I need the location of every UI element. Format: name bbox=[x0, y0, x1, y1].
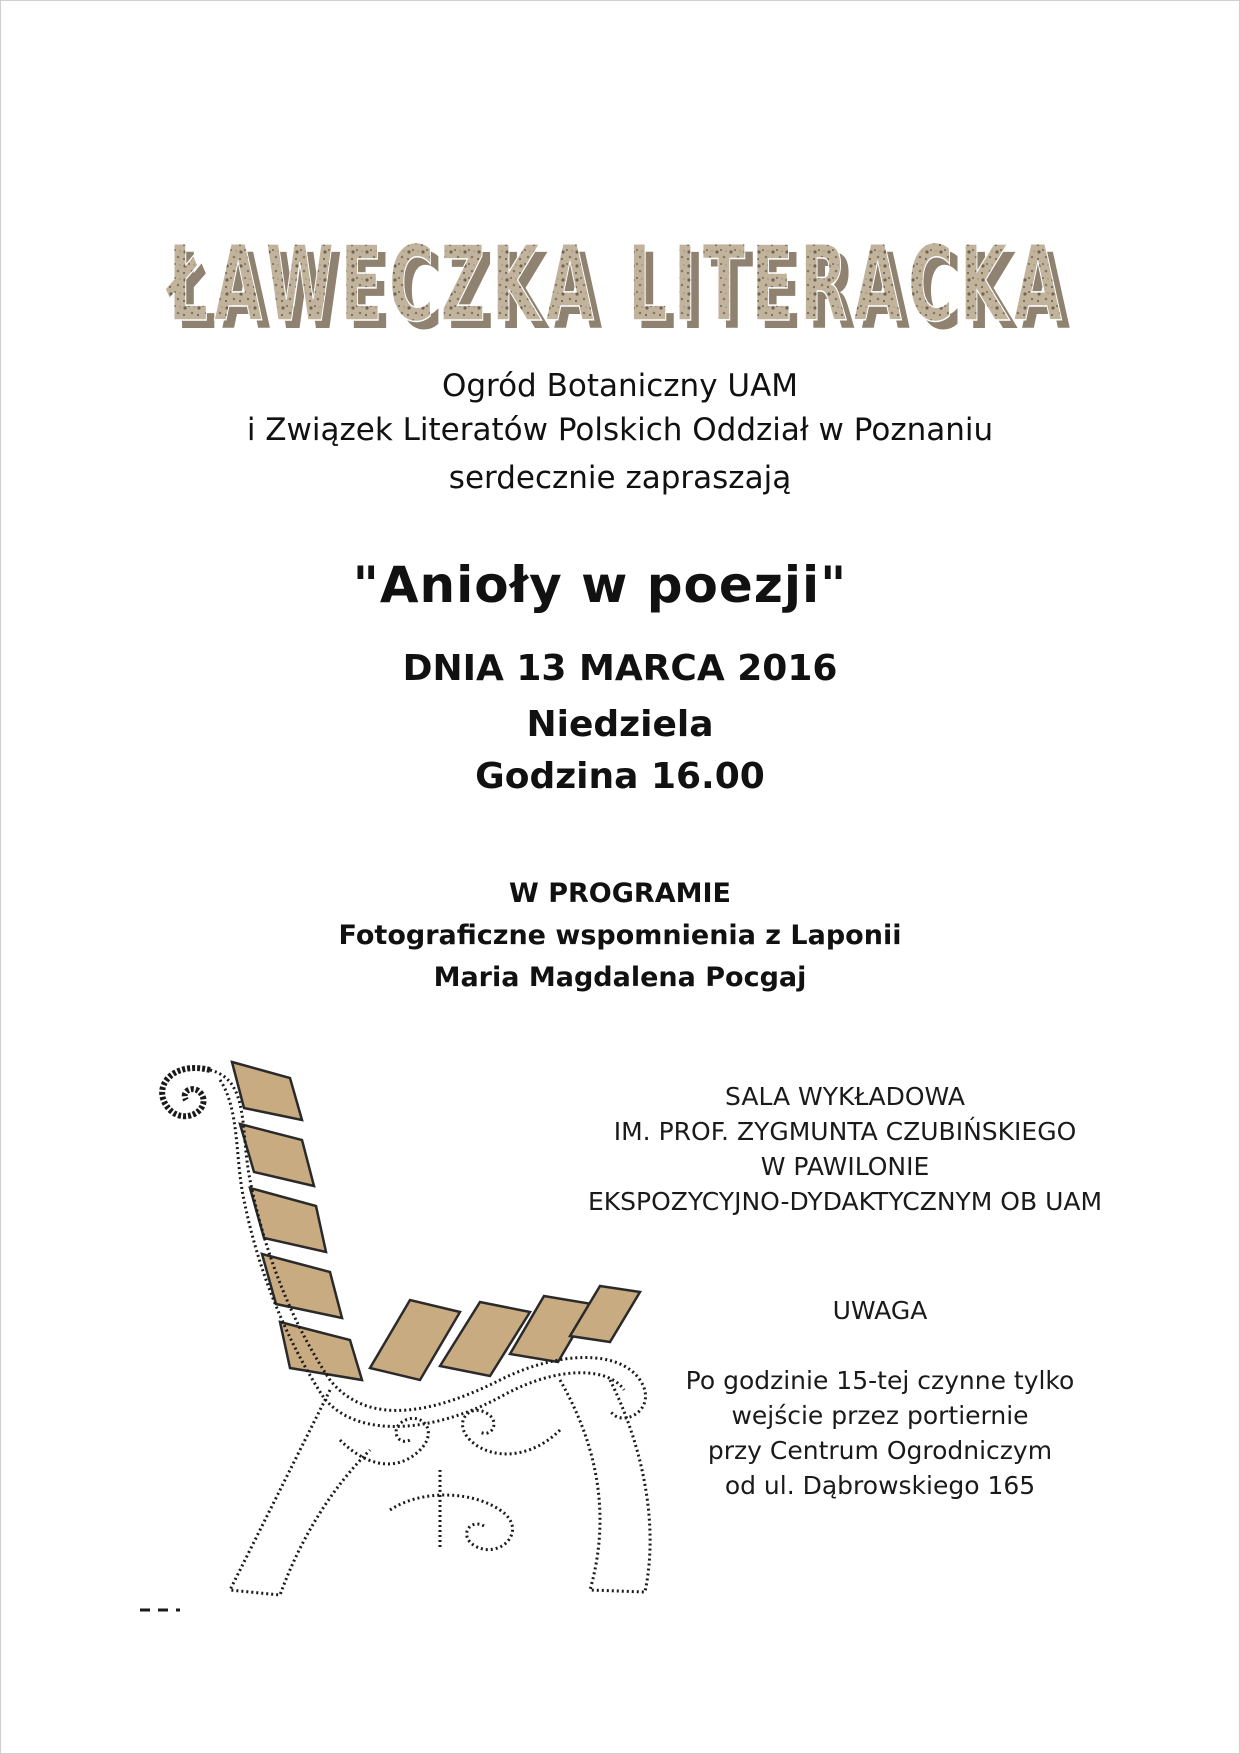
organizer-line-2: i Związek Literatów Polskich Oddział w Poznaniu bbox=[246, 412, 994, 448]
invitation-line: serdecznie zapraszają bbox=[448, 460, 792, 496]
organizer-line-1: Ogród Botaniczny UAM bbox=[441, 368, 799, 404]
program-heading: W PROGRAMIE bbox=[509, 878, 731, 909]
notice-line-1: Po godzinie 15-tej czynne tylko bbox=[685, 1366, 1075, 1395]
venue-line-2: IM. PROF. ZYGMUNTA CZUBIŃSKIEGO bbox=[613, 1117, 1077, 1146]
event-date: DNIA 13 MARCA 2016 bbox=[402, 648, 838, 689]
park-bench-illustration bbox=[140, 1050, 700, 1620]
event-day: Niedziela bbox=[526, 704, 714, 745]
bench-wooden-slats bbox=[232, 1062, 640, 1380]
event-time: Godzina 16.00 bbox=[475, 756, 765, 797]
notice-heading: UWAGA bbox=[832, 1296, 928, 1325]
notice-line-4: od ul. Dąbrowskiego 165 bbox=[724, 1471, 1036, 1500]
venue-line-4: EKSPOZYCYJNO-DYDAKTYCZNYM OB UAM bbox=[587, 1187, 1103, 1216]
event-title: "Anioły w poezji" bbox=[352, 556, 848, 614]
venue-line-1: SALA WYKŁADOWA bbox=[725, 1082, 965, 1111]
program-item: Fotograficzne wspomnienia z Laponii bbox=[338, 920, 902, 951]
venue-line-3: W PAWILONIE bbox=[760, 1152, 930, 1181]
title-shadow: ŁAWECZKA LITERACKA bbox=[173, 231, 1077, 353]
title-face: ŁAWECZKA LITERACKA bbox=[165, 223, 1069, 345]
notice-line-3: przy Centrum Ogrodniczym bbox=[707, 1436, 1053, 1465]
notice-line-2: wejście przez portiernie bbox=[731, 1401, 1029, 1430]
program-author: Maria Magdalena Pocgaj bbox=[433, 962, 807, 993]
poster-title bbox=[0, 150, 1240, 360]
